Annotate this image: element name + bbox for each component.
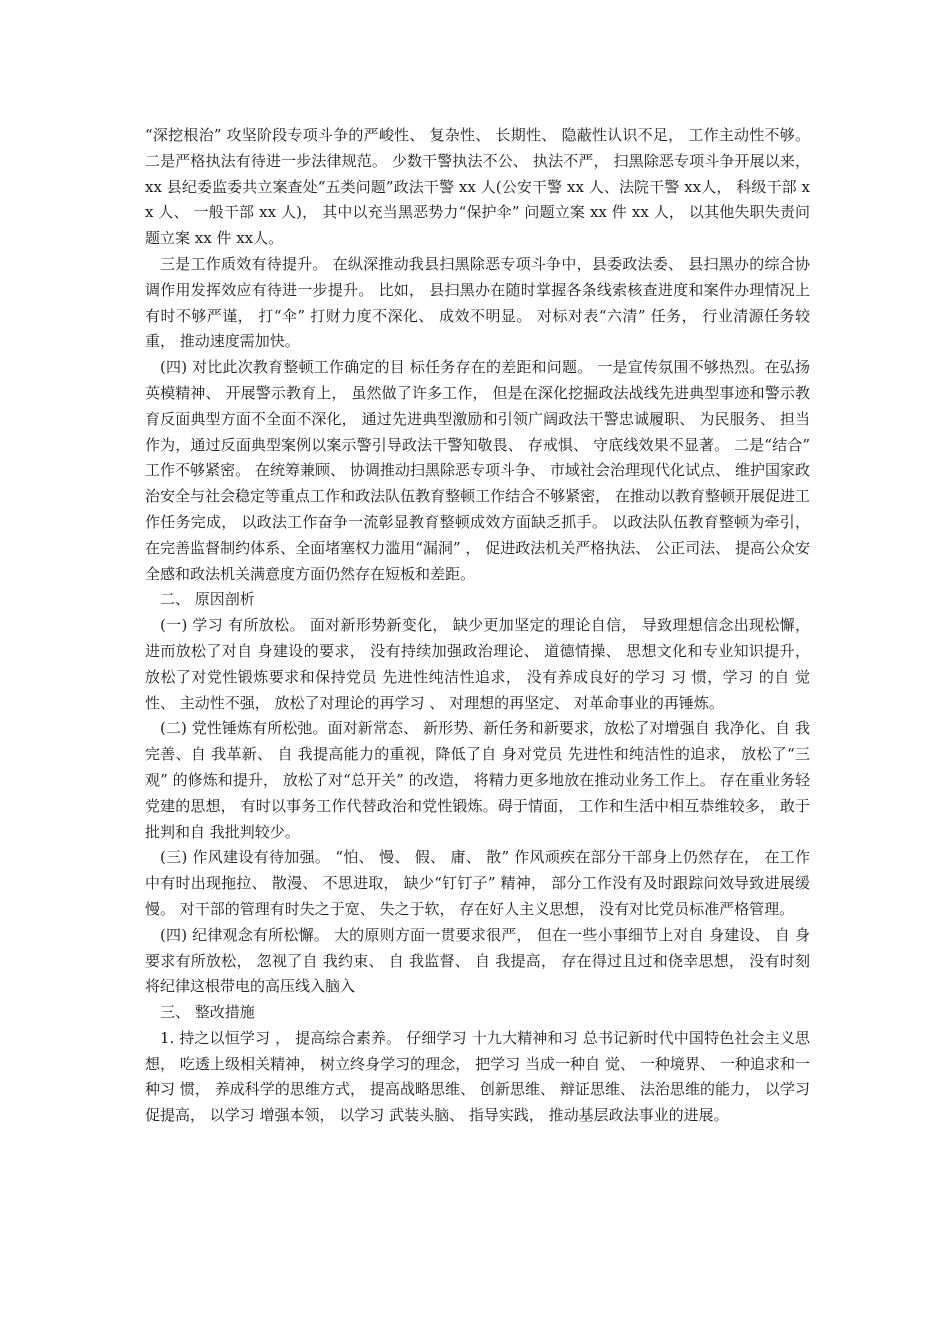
paragraph-party-spirit: (二) 党性锤炼有所松弛。面对新常态、 新形势、新任务和新要求，放松了对增强自 我净化、自 我完善、自 我革新、 自 我提高能力的重视，降低了自 身对党员 先进性和纯洁性的追求， 放松了“三观” 的修炼和提升， 放松了对“总开关” 的改造， 将精力更多地放在推动业务工作上。 存在重业务轻党建的思想， 有时以事务工作代替政治和党性锻炼。碍于情面， 工作和生活中相互恭维较多， 敢于批判和自 我批判较少。	[145, 719, 810, 841]
paragraph-persistent-study: 1. 持之以恒学习 ， 提高综合素养。 仔细学习 十九大精神和习 总书记新时代中国特色社会主义思想， 吃透上级相关精神， 树立终身学习的理念， 把学习 当成一种自 觉、 一种境界、 一种追求和一种习 惯， 养成科学的思维方式， 提高战略思维、 创新思维、 辩证思维、 法治思维的能力， 以学习 促提高， 以学习 增强本领， 以学习 武装头脑、 指导实践， 推动基层政法事业的进展。	[145, 1028, 810, 1125]
section-heading-rectification-measures: 三、 整改措施	[160, 1003, 255, 1022]
paragraph-discipline: (四) 纪律观念有所松懈。 大的原则方面一贯要求很严， 但在一些小事细节上对自 身建设、 自 身要求有所放松， 忽视了自 我约束、 自 我监督、 自 我提高， 存在得过且过和侥幸思想， 没有时刻将纪律这根带电的高压线入脑入	[145, 925, 810, 996]
paragraph-continued-summary: “深挖根治” 攻坚阶段专项斗争的严峻性、 复杂性、 长期性、 隐蔽性认识不足， 工作主动性不够。 二是严格执法有待进一步法律规范。 少数干警执法不公、 执法不严， 扫黑除恶专项斗争开展以来， xx 县纪委监委共立案查处“五类问题”政法干警 xx 人(公安干警 xx 人、法院干警 xx人， 科级干部 xx 人、 一般干部 xx 人)， 其中以充当黑恶势力“保护伞” 问题立案 xx 件 xx 人， 以其他失职失责问题立案 xx 件 xx人。	[145, 126, 810, 248]
section-heading-cause-analysis: 二、 原因剖析	[160, 590, 255, 609]
paragraph-rectification-gaps: (四) 对比此次教育整顿工作确定的目 标任务存在的差距和问题。 一是宣传氛围不够热烈。在弘扬英模精神、 开展警示教育上， 虽然做了许多工作， 但是在深化挖掘政法战线先进典型事迹和警示教育反面典型方面不全面不深化， 通过先进典型激励和引领广阔政法干警忠诚履职、 为民服务、 担当作为，通过反面典型案例以案示警引导政法干警知敬畏、 存戒惧、 守底线效果不显著。 二是“结合” 工作不够紧密。 在统筹兼顾、 协调推动扫黑除恶专项斗争、 市域社会治理现代化试点、 维护国家政治安全与社会稳定等重点工作和政法队伍教育整顿工作结合不够紧密， 在推动以教育整顿开展促进工作任务完成， 以政法工作奋争一流彰显教育整顿成效方面缺乏抓手。 以政法队伍教育整顿为牵引， 在完善监督制约体系、全面堵塞权力滥用“漏洞” ， 促进政法机关严格执法、 公正司法、 提高公众安全感和政法机关满意度方面仍然存在短板和差距。	[145, 358, 810, 583]
paragraph-work-style: (三) 作风建设有待加强。 “怕、 慢、 假、 庸、 散” 作风顽疾在部分干部身上仍然存在， 在工作中有时出现拖拉、 散漫、 不思进取， 缺少“钉钉子” 精神， 部分工作没有及时跟踪问效导致进展缓慢。 对干部的管理有时失之于宽、 失之于软， 存在好人主义思想， 没有对比党员标准严格管理。	[145, 848, 810, 918]
paragraph-work-quality: 三是工作质效有待提升。 在纵深推动我县扫黑除恶专项斗争中，县委政法委、 县扫黑办的综合协调作用发挥效应有待进一步提升。 比如， 县扫黑办在随时掌握各条线索核查进度和案件办理情况上有时不够严谨， 打“伞” 打财力度不深化、 成效不明显。 对标对表“六清” 任务， 行业清源任务较重， 推动速度需加快。	[145, 254, 810, 351]
document-body	[145, 123, 810, 1129]
paragraph-study-relaxed: (一) 学习 有所放松。 面对新形势新变化， 缺少更加坚定的理论自信， 导致理想信念出现松懈， 进而放松了对自 身建设的要求， 没有持续加强政治理论、 道德情操、 思想文化和专业知识提升， 放松了对党性锻炼要求和保持党员 先进性纯洁性追求， 没有养成良好的学习 习 惯，学习 的自 觉性、 主动性不强， 放松了对理论的再学习 、 对理想的再坚定、 对革命事业的再锤炼。	[145, 616, 810, 712]
